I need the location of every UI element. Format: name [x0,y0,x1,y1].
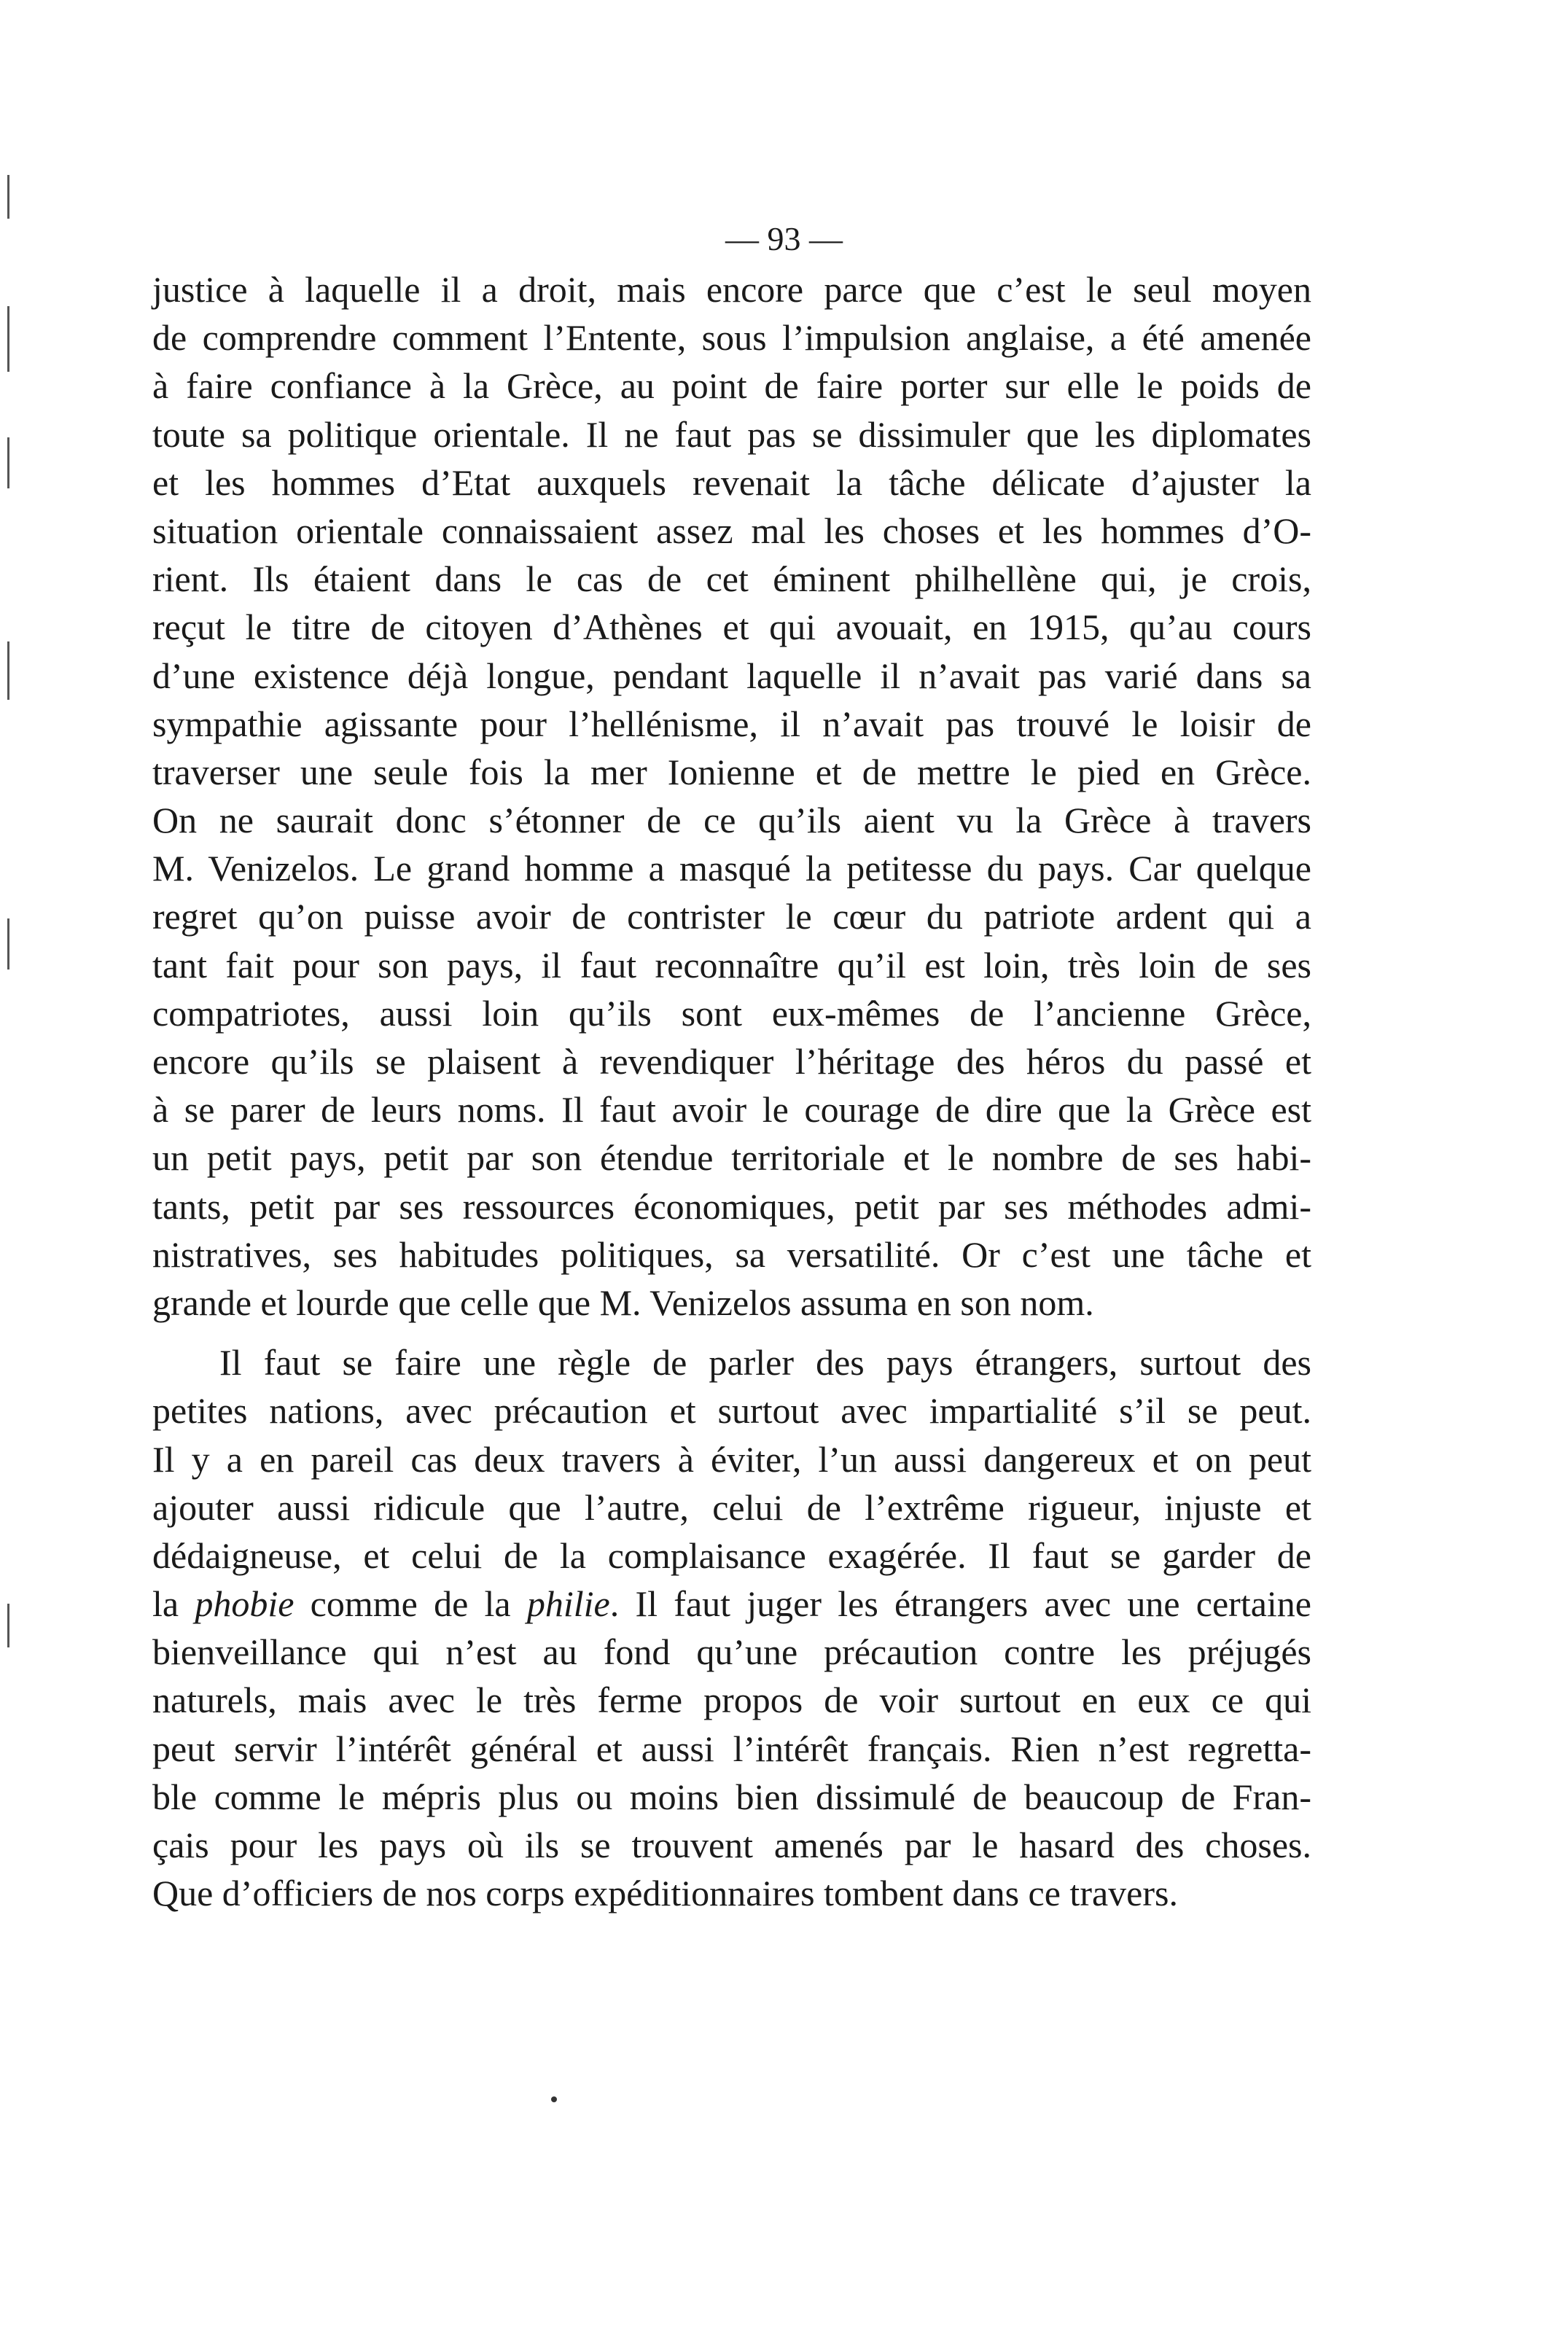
text-run: . Il faut juger les étrangers avec une certaine [609,1583,1311,1625]
text-line: nistratives, ses habitudes politiques, sa versatilité. Or c’est une tâche et [152,1233,1311,1275]
text-line: Il y a en pareil cas deux travers à éviter, l’un aussi dangereux et on peut [152,1438,1311,1480]
text-line: ajouter aussi ridicule que l’autre, celui de l’extrême rigueur, injuste et [152,1486,1311,1528]
scan-edge-mark [7,175,9,219]
text-line: bienveillance qui n’est au fond qu’une précaution contre les préjugés [152,1631,1311,1673]
text-line: naturels, mais avec le très ferme propos de voir surtout en eux ce qui [152,1679,1311,1721]
text-line: regret qu’on puisse avoir de contrister le cœur du patriote ardent qui a [152,896,1311,937]
scan-speck [551,2096,557,2102]
italic-term-philie: philie [526,1583,610,1625]
text-line: toute sa politique orientale. Il ne faut pas se dissimuler que les diplomates [152,413,1311,455]
text-line-with-italics [152,1580,1311,1628]
text-line: peut servir l’intérêt général et aussi l’intérêt français. Rien n’est regretta- [152,1728,1311,1769]
text-line: Il faut se faire une règle de parler des pays étrangers, surtout des [219,1342,1311,1384]
italic-term-phobie: phobie [195,1583,295,1625]
paragraph-2 [152,1338,1311,1917]
text-line: On ne saurait donc s’étonner de ce qu’ils aient vu la Grèce à travers [152,800,1311,841]
text-line: justice à laquelle il a droit, mais encore parce que c’est le seul moyen [152,269,1311,310]
paragraph-1 [152,265,1311,1327]
text-line: tant fait pour son pays, il faut reconnaître qu’il est loin, très loin de ses [152,944,1311,986]
text-line: situation orientale connaissaient assez mal les choses et les hommes d’O- [152,510,1311,551]
text-line: sympathie agissante pour l’hellénisme, il n’avait pas trouvé le loisir de [152,703,1311,744]
text-run: comme de la [294,1583,527,1625]
text-run: la [152,1583,195,1625]
text-line: d’une existence déjà longue, pendant laquelle il n’avait pas varié dans sa [152,655,1311,696]
scan-edge-mark [7,437,9,488]
scan-edge-mark [7,1604,9,1647]
scan-edge-mark [7,641,9,700]
text-line: de comprendre comment l’Entente, sous l’impulsion anglaise, a été amenée [152,317,1311,359]
text-line: rient. Ils étaient dans le cas de cet éminent philhellène qui, je crois, [152,558,1311,600]
text-line: petites nations, avec précaution et surtout avec impartialité s’il se peut. [152,1390,1311,1432]
text-line: compatriotes, aussi loin qu’ils sont eux-mêmes de l’ancienne Grèce, [152,992,1311,1034]
text-line: dédaigneuse, et celui de la complaisance exagérée. Il faut se garder de [152,1534,1311,1576]
text-line: à faire confiance à la Grèce, au point de faire porter sur elle le poids de [152,365,1311,407]
text-line: un petit pays, petit par son étendue territoriale et le nombre de ses habi- [152,1137,1311,1179]
body-text [152,265,1311,1917]
text-line: encore qu’ils se plaisent à revendiquer l’héritage des héros du passé et [152,1041,1311,1082]
text-line: à se parer de leurs noms. Il faut avoir le courage de dire que la Grèce est [152,1089,1311,1131]
text-line: et les hommes d’Etat auxquels revenait la tâche délicate d’ajuster la [152,461,1311,503]
text-line: ble comme le mépris plus ou moins bien dissimulé de beaucoup de Fran- [152,1776,1311,1817]
text-line: reçut le titre de citoyen d’Athènes et qui avouait, en 1915, qu’au cours [152,606,1311,648]
text-line: çais pour les pays où ils se trouvent amenés par le hasard des choses. [152,1825,1311,1865]
text-line: M. Venizelos. Le grand homme a masqué la petitesse du pays. Car quelque [152,848,1311,889]
scan-edge-mark [7,306,9,372]
text-line: tants, petit par ses ressources économiques, petit par ses méthodes admi- [152,1185,1311,1227]
text-line: Que d’officiers de nos corps expéditionnaires tombent dans ce travers. [152,1873,1178,1914]
text-line: traverser une seule fois la mer Ionienne et de mettre le pied en Grèce. [152,751,1311,792]
page-number: — 93 — [725,220,843,257]
text-line: grande et lourde que celle que M. Venizelos assuma en son nom. [152,1281,1094,1323]
scan-edge-mark [7,918,9,969]
